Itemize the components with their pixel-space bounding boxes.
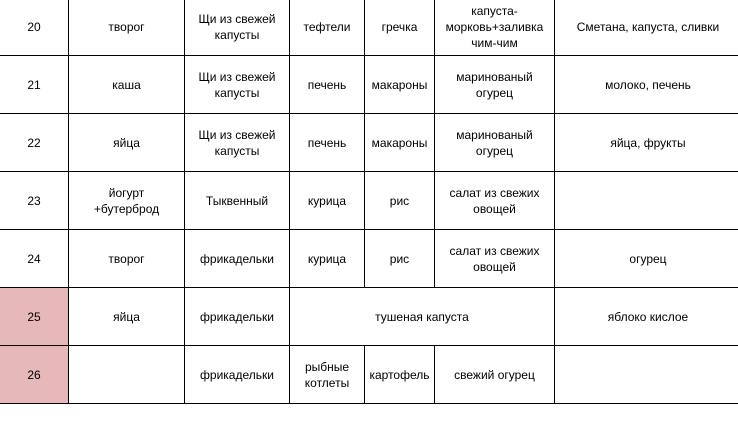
dinner-cell: огурец [555, 230, 738, 288]
table-row [0, 288, 738, 346]
day-number: 20 [0, 0, 69, 56]
dinner-cell [555, 346, 738, 404]
side-dish-cell: гречка [365, 0, 435, 56]
soup-cell: фрикадельки [185, 230, 290, 288]
side-dish-cell: рис [365, 172, 435, 230]
soup-cell: Щи из свежей капусты [185, 0, 290, 56]
side-dish-cell: рис [365, 230, 435, 288]
salad-cell: маринованый огурец [435, 56, 555, 114]
table-row [0, 230, 738, 288]
day-number-highlighted: 26 [0, 346, 69, 404]
day-number: 23 [0, 172, 69, 230]
day-number-highlighted: 25 [0, 288, 69, 346]
salad-cell: свежий огурец [435, 346, 555, 404]
breakfast-cell: творог [69, 230, 185, 288]
breakfast-cell: йогурт +бутерброд [69, 172, 185, 230]
side-dish-cell: макароны [365, 56, 435, 114]
breakfast-cell: творог [69, 0, 185, 56]
breakfast-cell: каша [69, 56, 185, 114]
table-row [0, 56, 738, 114]
soup-cell: Щи из свежей капусты [185, 56, 290, 114]
main-dish-cell: печень [290, 114, 365, 172]
salad-cell: салат из свежих овощей [435, 230, 555, 288]
table-row [0, 114, 738, 172]
dinner-cell: Сметана, капуста, сливки [555, 0, 738, 56]
soup-cell: фрикадельки [185, 288, 290, 346]
main-dish-cell: печень [290, 56, 365, 114]
main-dish-cell: курица [290, 230, 365, 288]
dinner-cell: молоко, печень [555, 56, 738, 114]
day-number: 22 [0, 114, 69, 172]
salad-cell: маринованый огурец [435, 114, 555, 172]
soup-cell: фрикадельки [185, 346, 290, 404]
dinner-cell: яйца, фрукты [555, 114, 738, 172]
soup-cell: Щи из свежей капусты [185, 114, 290, 172]
table-row [0, 0, 738, 56]
merged-dish-cell: тушеная капуста [290, 288, 555, 346]
salad-cell: салат из свежих овощей [435, 172, 555, 230]
table-row [0, 172, 738, 230]
soup-cell: Тыквенный [185, 172, 290, 230]
breakfast-cell: яйца [69, 114, 185, 172]
main-dish-cell: курица [290, 172, 365, 230]
breakfast-cell: яйца [69, 288, 185, 346]
side-dish-cell: картофель [365, 346, 435, 404]
table-row [0, 346, 738, 404]
main-dish-cell: тефтели [290, 0, 365, 56]
day-number: 24 [0, 230, 69, 288]
dinner-cell: яблоко кислое [555, 288, 738, 346]
day-number: 21 [0, 56, 69, 114]
breakfast-cell [69, 346, 185, 404]
side-dish-cell: макароны [365, 114, 435, 172]
salad-cell: капуста- морковь+заливка чим-чим [435, 0, 555, 56]
dinner-cell [555, 172, 738, 230]
main-dish-cell: рыбные котлеты [290, 346, 365, 404]
